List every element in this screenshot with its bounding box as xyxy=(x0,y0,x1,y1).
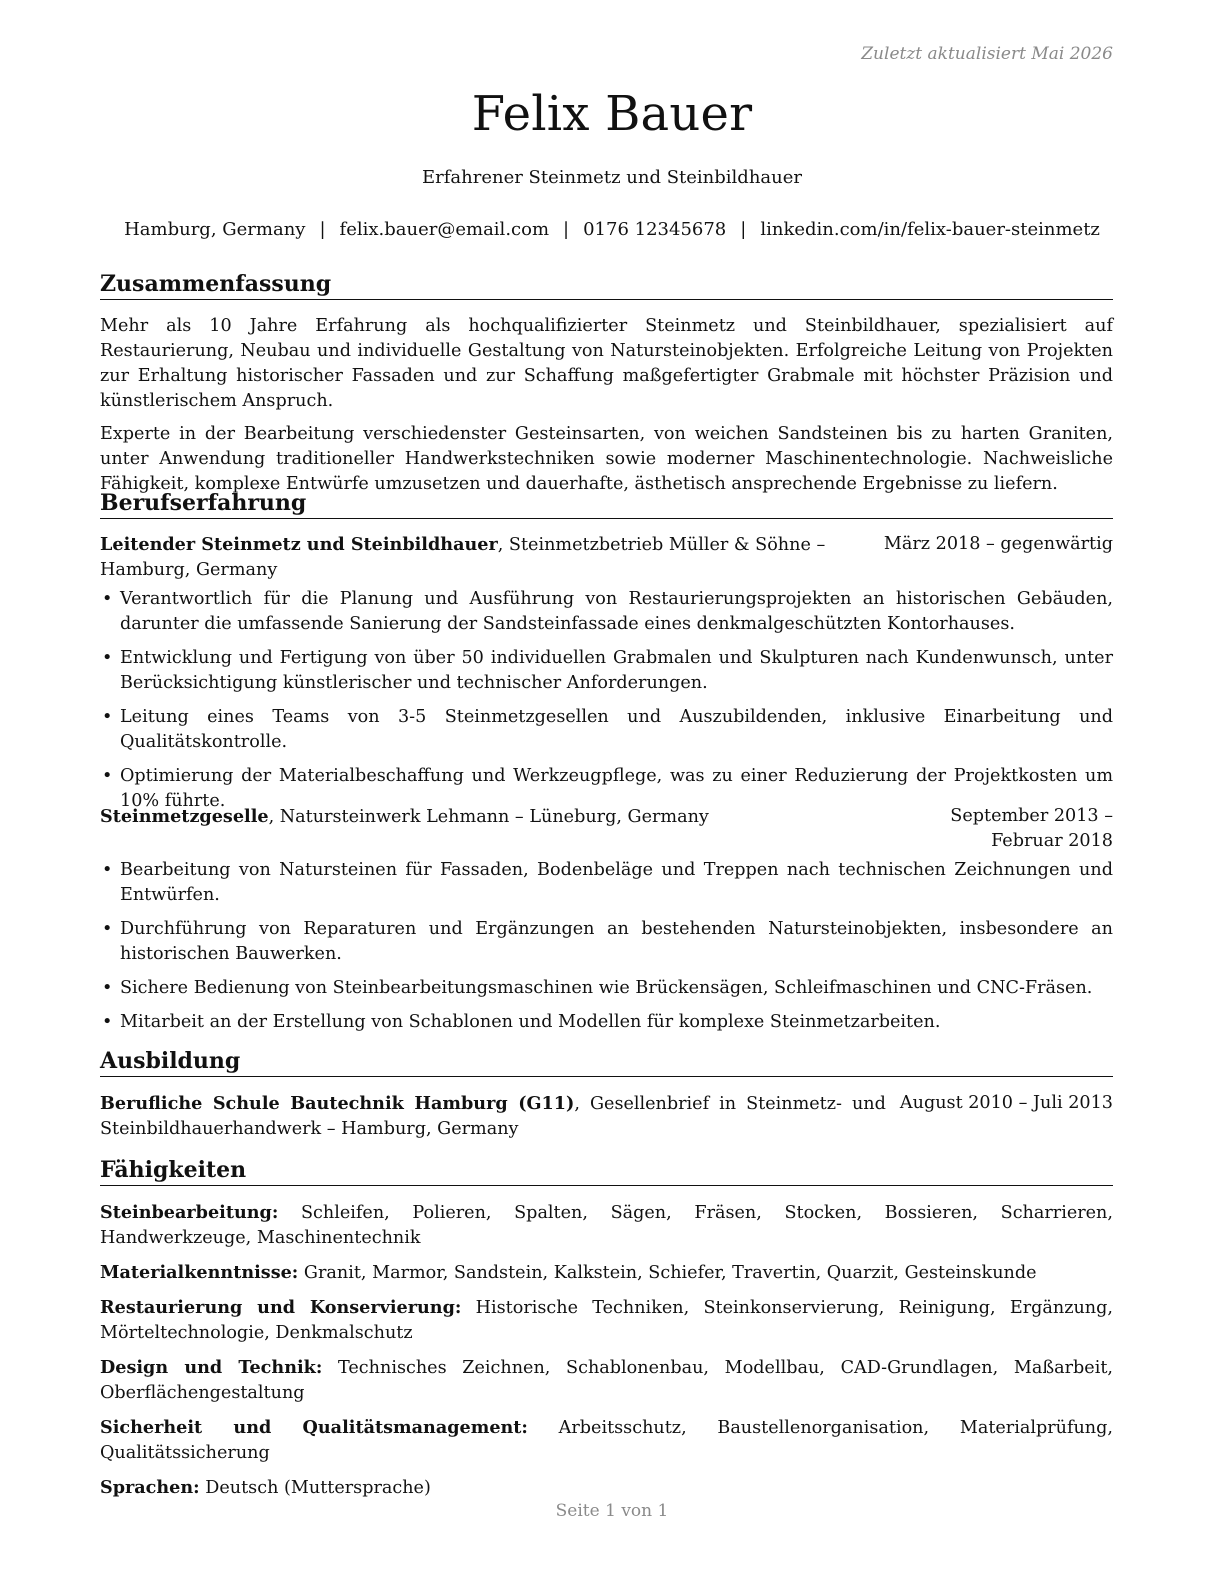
skill-value: Historische Techniken, Steinkonservierung, Reinigung, Ergänzung, Mörteltechnologie, Denkmalschutz xyxy=(100,1298,1113,1343)
skill-value: Schleifen, Polieren, Spalten, Sägen, Fräsen, Stocken, Bossieren, Scharrieren, Handwerkzeuge, Maschinentechnik xyxy=(100,1203,1113,1248)
contact-line xyxy=(0,219,1224,240)
contact-email[interactable]: felix.bauer@email.com xyxy=(339,219,550,240)
skill-label: Materialkenntnisse: xyxy=(100,1262,299,1283)
education-school: Berufliche Schule Bautechnik Hamburg (G11) xyxy=(100,1093,575,1114)
skill-row xyxy=(100,1415,1113,1466)
summary-paragraph: Experte in der Bearbeitung verschiedenster Gesteinsarten, von weichen Sandsteinen bis zu harten Graniten, unter Anwendung traditioneller Handwerkstechniken sowie moderner Maschinentechnologie. Nachweisliche Fähigkeit, komplexe Entwürfe umzusetzen und dauerhafte, ästhetisch ansprechende Ergebnisse zu liefern. xyxy=(100,424,1113,494)
job-employer: , Steinmetzbetrieb Müller & Söhne – Hamburg, Germany xyxy=(100,535,826,580)
job-bullet-list xyxy=(100,587,1113,814)
skill-label: Sprachen: xyxy=(100,1477,200,1498)
contact-separator: | xyxy=(740,219,747,240)
skill-label: Sicherheit und Qualitätsmanagement: xyxy=(100,1417,528,1438)
contact-location: Hamburg, Germany xyxy=(124,219,306,240)
education-degree: , Gesellenbrief in Steinmetz- und Steinbildhauerhandwerk – Hamburg, Germany xyxy=(100,1094,886,1139)
skill-label: Design und Technik: xyxy=(100,1357,323,1378)
job-header xyxy=(100,804,1113,854)
section-title-skills: Fähigkeiten xyxy=(100,1156,1113,1186)
section-title-summary: Zusammenfassung xyxy=(100,270,1113,300)
job-employer: , Natursteinwerk Lehmann – Lüneburg, Germany xyxy=(268,807,709,827)
contact-separator: | xyxy=(563,219,570,240)
candidate-tagline: Erfahrener Steinmetz und Steinbildhauer xyxy=(421,167,802,188)
summary-block xyxy=(100,314,1113,505)
education-line xyxy=(100,1091,900,1142)
skill-value: Arbeitsschutz, Baustellenorganisation, Materialprüfung, Qualitätssicherung xyxy=(100,1418,1113,1463)
last-updated-note: Zuletzt aktualisiert Mai 2026 xyxy=(861,44,1113,64)
page-footer: Seite 1 von 1 xyxy=(555,1501,669,1521)
skill-value: Granit, Marmor, Sandstein, Kalkstein, Schiefer, Travertin, Quarzit, Gesteinskunde xyxy=(298,1263,1037,1283)
skill-row xyxy=(100,1200,1113,1251)
skill-row xyxy=(100,1355,1113,1406)
contact-phone[interactable]: 0176 12345678 xyxy=(583,219,727,240)
education-dates: August 2010 – Juli 2013 xyxy=(899,1093,1113,1113)
skill-label: Steinbearbeitung: xyxy=(100,1202,279,1223)
candidate-name: Felix Bauer xyxy=(471,86,753,142)
job-dates: September 2013 – Februar 2018 xyxy=(950,806,1113,851)
skill-row xyxy=(100,1475,1113,1501)
job-entry xyxy=(100,804,1113,1044)
job-bullet: • Optimierung der Materialbeschaffung und Werkzeugpflege, was zu einer Reduzierung der Projektkosten um 10% führte. xyxy=(100,764,1113,814)
skill-row xyxy=(100,1295,1113,1346)
skill-value: Deutsch (Muttersprache) xyxy=(199,1478,431,1498)
job-bullet: • Verantwortlich für die Planung und Ausführung von Restaurierungsprojekten an historischen Gebäuden, darunter die umfassende Sanierung der Sandsteinfassade eines denkmalgeschützten Kontorhauses. xyxy=(100,587,1113,637)
contact-separator: | xyxy=(319,219,326,240)
job-title-line xyxy=(100,804,877,830)
job-title: Leitender Steinmetz und Steinbildhauer xyxy=(100,534,498,555)
section-title-experience: Berufserfahrung xyxy=(100,489,1113,519)
job-bullet: • Durchführung von Reparaturen und Ergänzungen an bestehenden Natursteinobjekten, insbesondere an historischen Bauwerken. xyxy=(100,917,1113,967)
section-title-education: Ausbildung xyxy=(100,1047,1113,1077)
job-bullet: • Bearbeitung von Natursteinen für Fassaden, Bodenbeläge und Treppen nach technischen Zeichnungen und Entwürfen. xyxy=(100,858,1113,908)
job-bullet: • Leitung eines Teams von 3-5 Steinmetzgesellen und Auszubildenden, inklusive Einarbeitung und Qualitätskontrolle. xyxy=(100,705,1113,755)
job-bullet: • Entwicklung und Fertigung von über 50 individuellen Grabmalen und Skulpturen nach Kundenwunsch, unter Berücksichtigung künstlerischer und technischer Anforderungen. xyxy=(100,646,1113,696)
skill-label: Restaurierung und Konservierung: xyxy=(100,1297,462,1318)
education-header xyxy=(100,1091,1113,1142)
skills-block xyxy=(100,1200,1113,1510)
job-dates: März 2018 – gegenwärtig xyxy=(883,534,1113,554)
skill-row xyxy=(100,1260,1113,1286)
contact-linkedin[interactable]: linkedin.com/in/felix-bauer-steinmetz xyxy=(760,219,1100,240)
job-header xyxy=(100,532,1113,583)
job-bullet: • Mitarbeit an der Erstellung von Schablonen und Modellen für komplexe Steinmetzarbeiten. xyxy=(100,1010,1113,1035)
job-entry xyxy=(100,532,1113,823)
job-title: Steinmetzgeselle xyxy=(100,806,269,827)
skill-value: Technisches Zeichnen, Schablonenbau, Modellbau, CAD-Grundlagen, Maßarbeit, Oberflächengestaltung xyxy=(100,1358,1113,1403)
job-bullet-list xyxy=(100,858,1113,1035)
summary-paragraph: Mehr als 10 Jahre Erfahrung als hochqualifizierter Steinmetz und Steinbildhauer, spezialisiert auf Restaurierung, Neubau und individuelle Gestaltung von Natursteinobjekten. Erfolgreiche Leitung von Projekten zur Erhaltung historischer Fassaden und zur Schaffung maßgefertigter Grabmale mit höchster Präzision und künstlerischem Anspruch. xyxy=(100,316,1113,411)
education-entry xyxy=(100,1091,1113,1142)
job-title-line xyxy=(100,532,884,583)
job-bullet: • Sichere Bedienung von Steinbearbeitungsmaschinen wie Brückensägen, Schleifmaschinen und CNC-Fräsen. xyxy=(100,976,1113,1001)
